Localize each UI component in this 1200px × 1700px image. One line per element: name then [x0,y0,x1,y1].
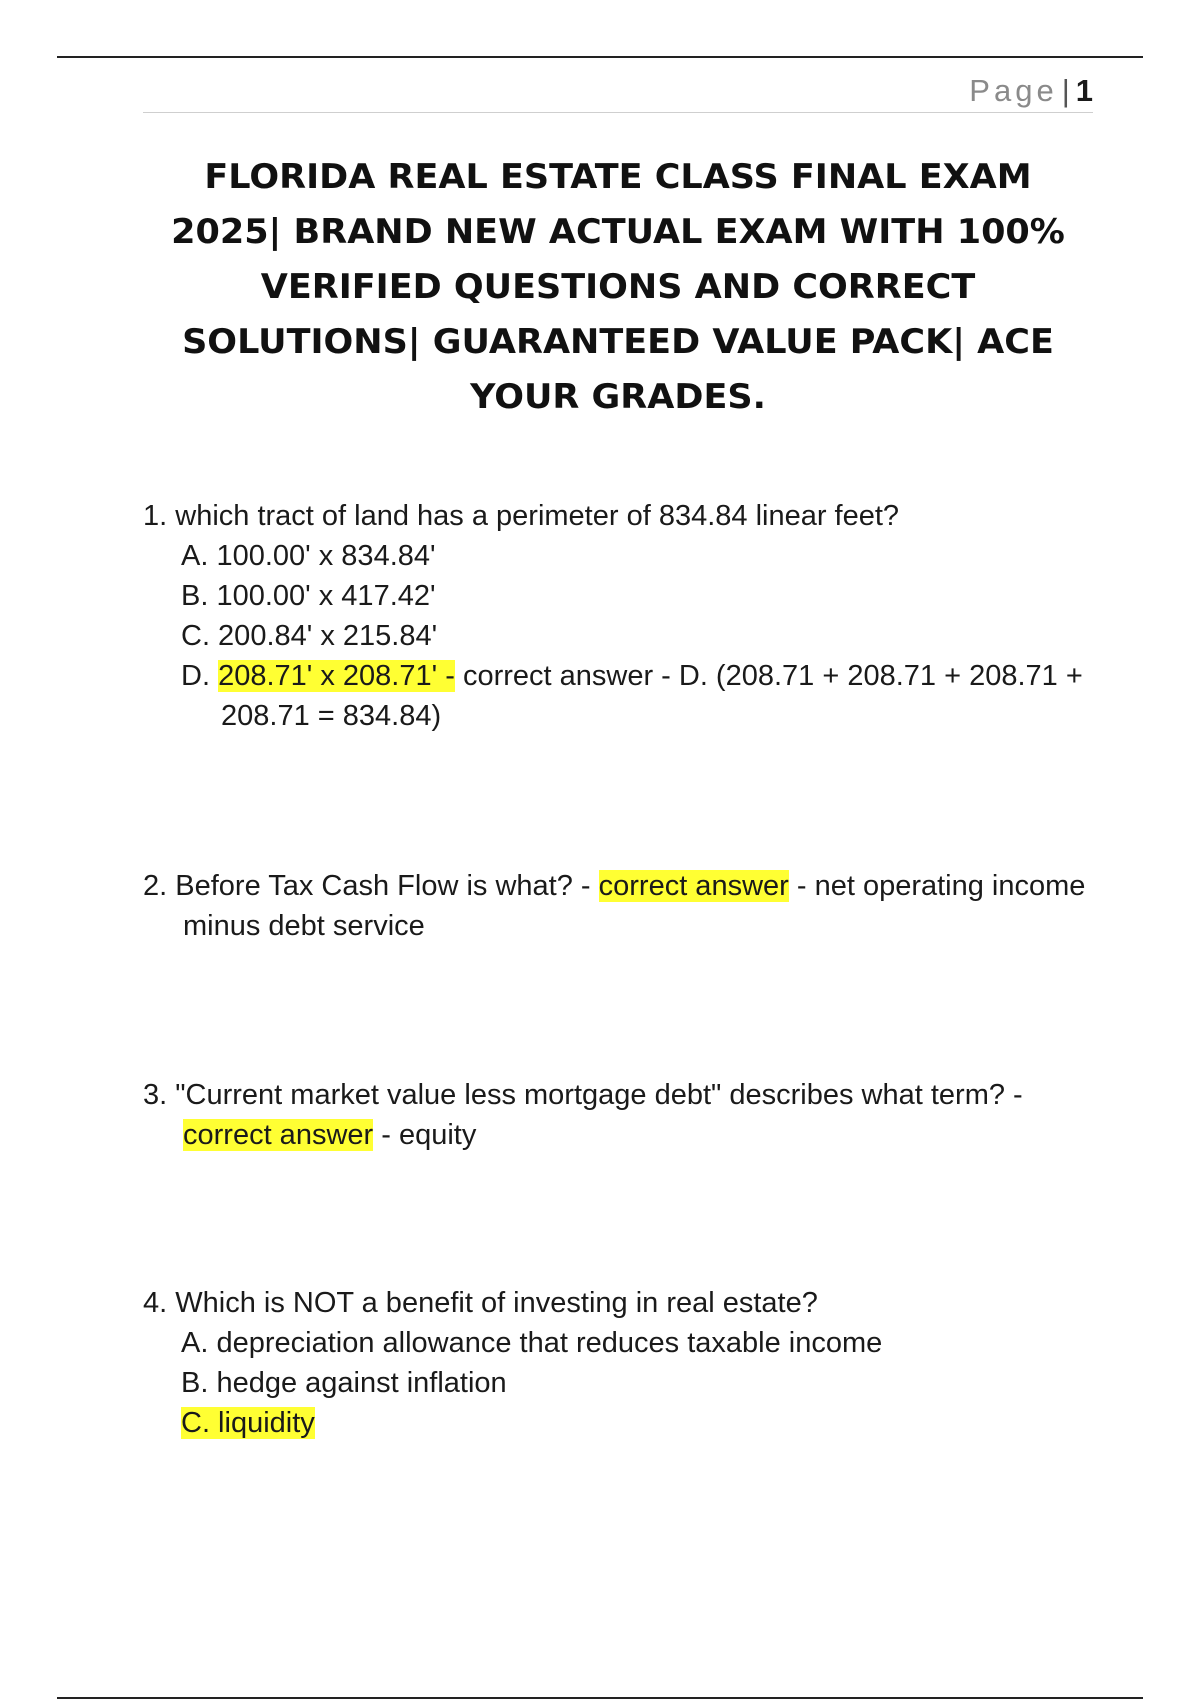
question-text: "Current market value less mortgage debt" describes what term? - [175,1079,1023,1111]
option-b: B. 100.00' x 417.42' [181,580,436,612]
page-number: 1 [1075,73,1093,108]
question-4 [143,1283,1103,1443]
top-rule [57,56,1143,58]
option-a: A. 100.00' x 834.84' [181,540,436,572]
title-line: SOLUTIONS| GUARANTEED VALUE PACK| ACE [182,322,1054,362]
document-title [129,150,1108,425]
question-stem [143,1075,1103,1155]
question-number: 2. [143,870,168,902]
title-line: 2025| BRAND NEW ACTUAL EXAM WITH 100% [171,212,1065,252]
option-c [143,1403,1103,1443]
option-c: C. 200.84' x 215.84' [181,620,438,652]
question-number: 3. [143,1079,168,1111]
page-separator: | [1061,73,1070,108]
answer-text: - net operating income minus debt service [183,870,1086,942]
question-1 [143,496,1103,736]
bottom-rule [57,1697,1143,1699]
answer-text: - equity [381,1119,477,1151]
page-label: Page [969,73,1058,108]
question-text: Which is NOT a benefit of investing in real estate? [175,1287,818,1319]
question-stem [143,496,1103,536]
highlighted-answer: 208.71' x 208.71' - [218,660,455,692]
option-a: A. depreciation allowance that reduces taxable income [181,1327,883,1359]
title-line: VERIFIED QUESTIONS AND CORRECT [260,267,976,307]
highlighted-label: correct answer [598,870,789,902]
question-3 [143,1075,1103,1155]
answer-explanation: correct answer - D. (208.71 + 208.71 + 208.71 + 208.71 = 834.84) [221,660,1083,732]
question-stem [143,866,1103,946]
page-header [143,70,1093,113]
title-line: FLORIDA REAL ESTATE CLASS FINAL EXAM [204,157,1032,197]
option-b: B. hedge against inflation [181,1367,507,1399]
question-2 [143,866,1103,946]
highlighted-label: correct answer [183,1119,374,1151]
question-text: which tract of land has a perimeter of 834.84 linear feet? [175,500,900,532]
question-stem [143,1283,1103,1323]
question-number: 1. [143,500,168,532]
option-d-prefix: D. [181,660,210,692]
question-number: 4. [143,1287,168,1319]
question-text: Before Tax Cash Flow is what? - [175,870,591,902]
option-d [143,656,1103,736]
title-line: YOUR GRADES. [470,377,766,417]
highlighted-answer: C. liquidity [181,1407,315,1439]
